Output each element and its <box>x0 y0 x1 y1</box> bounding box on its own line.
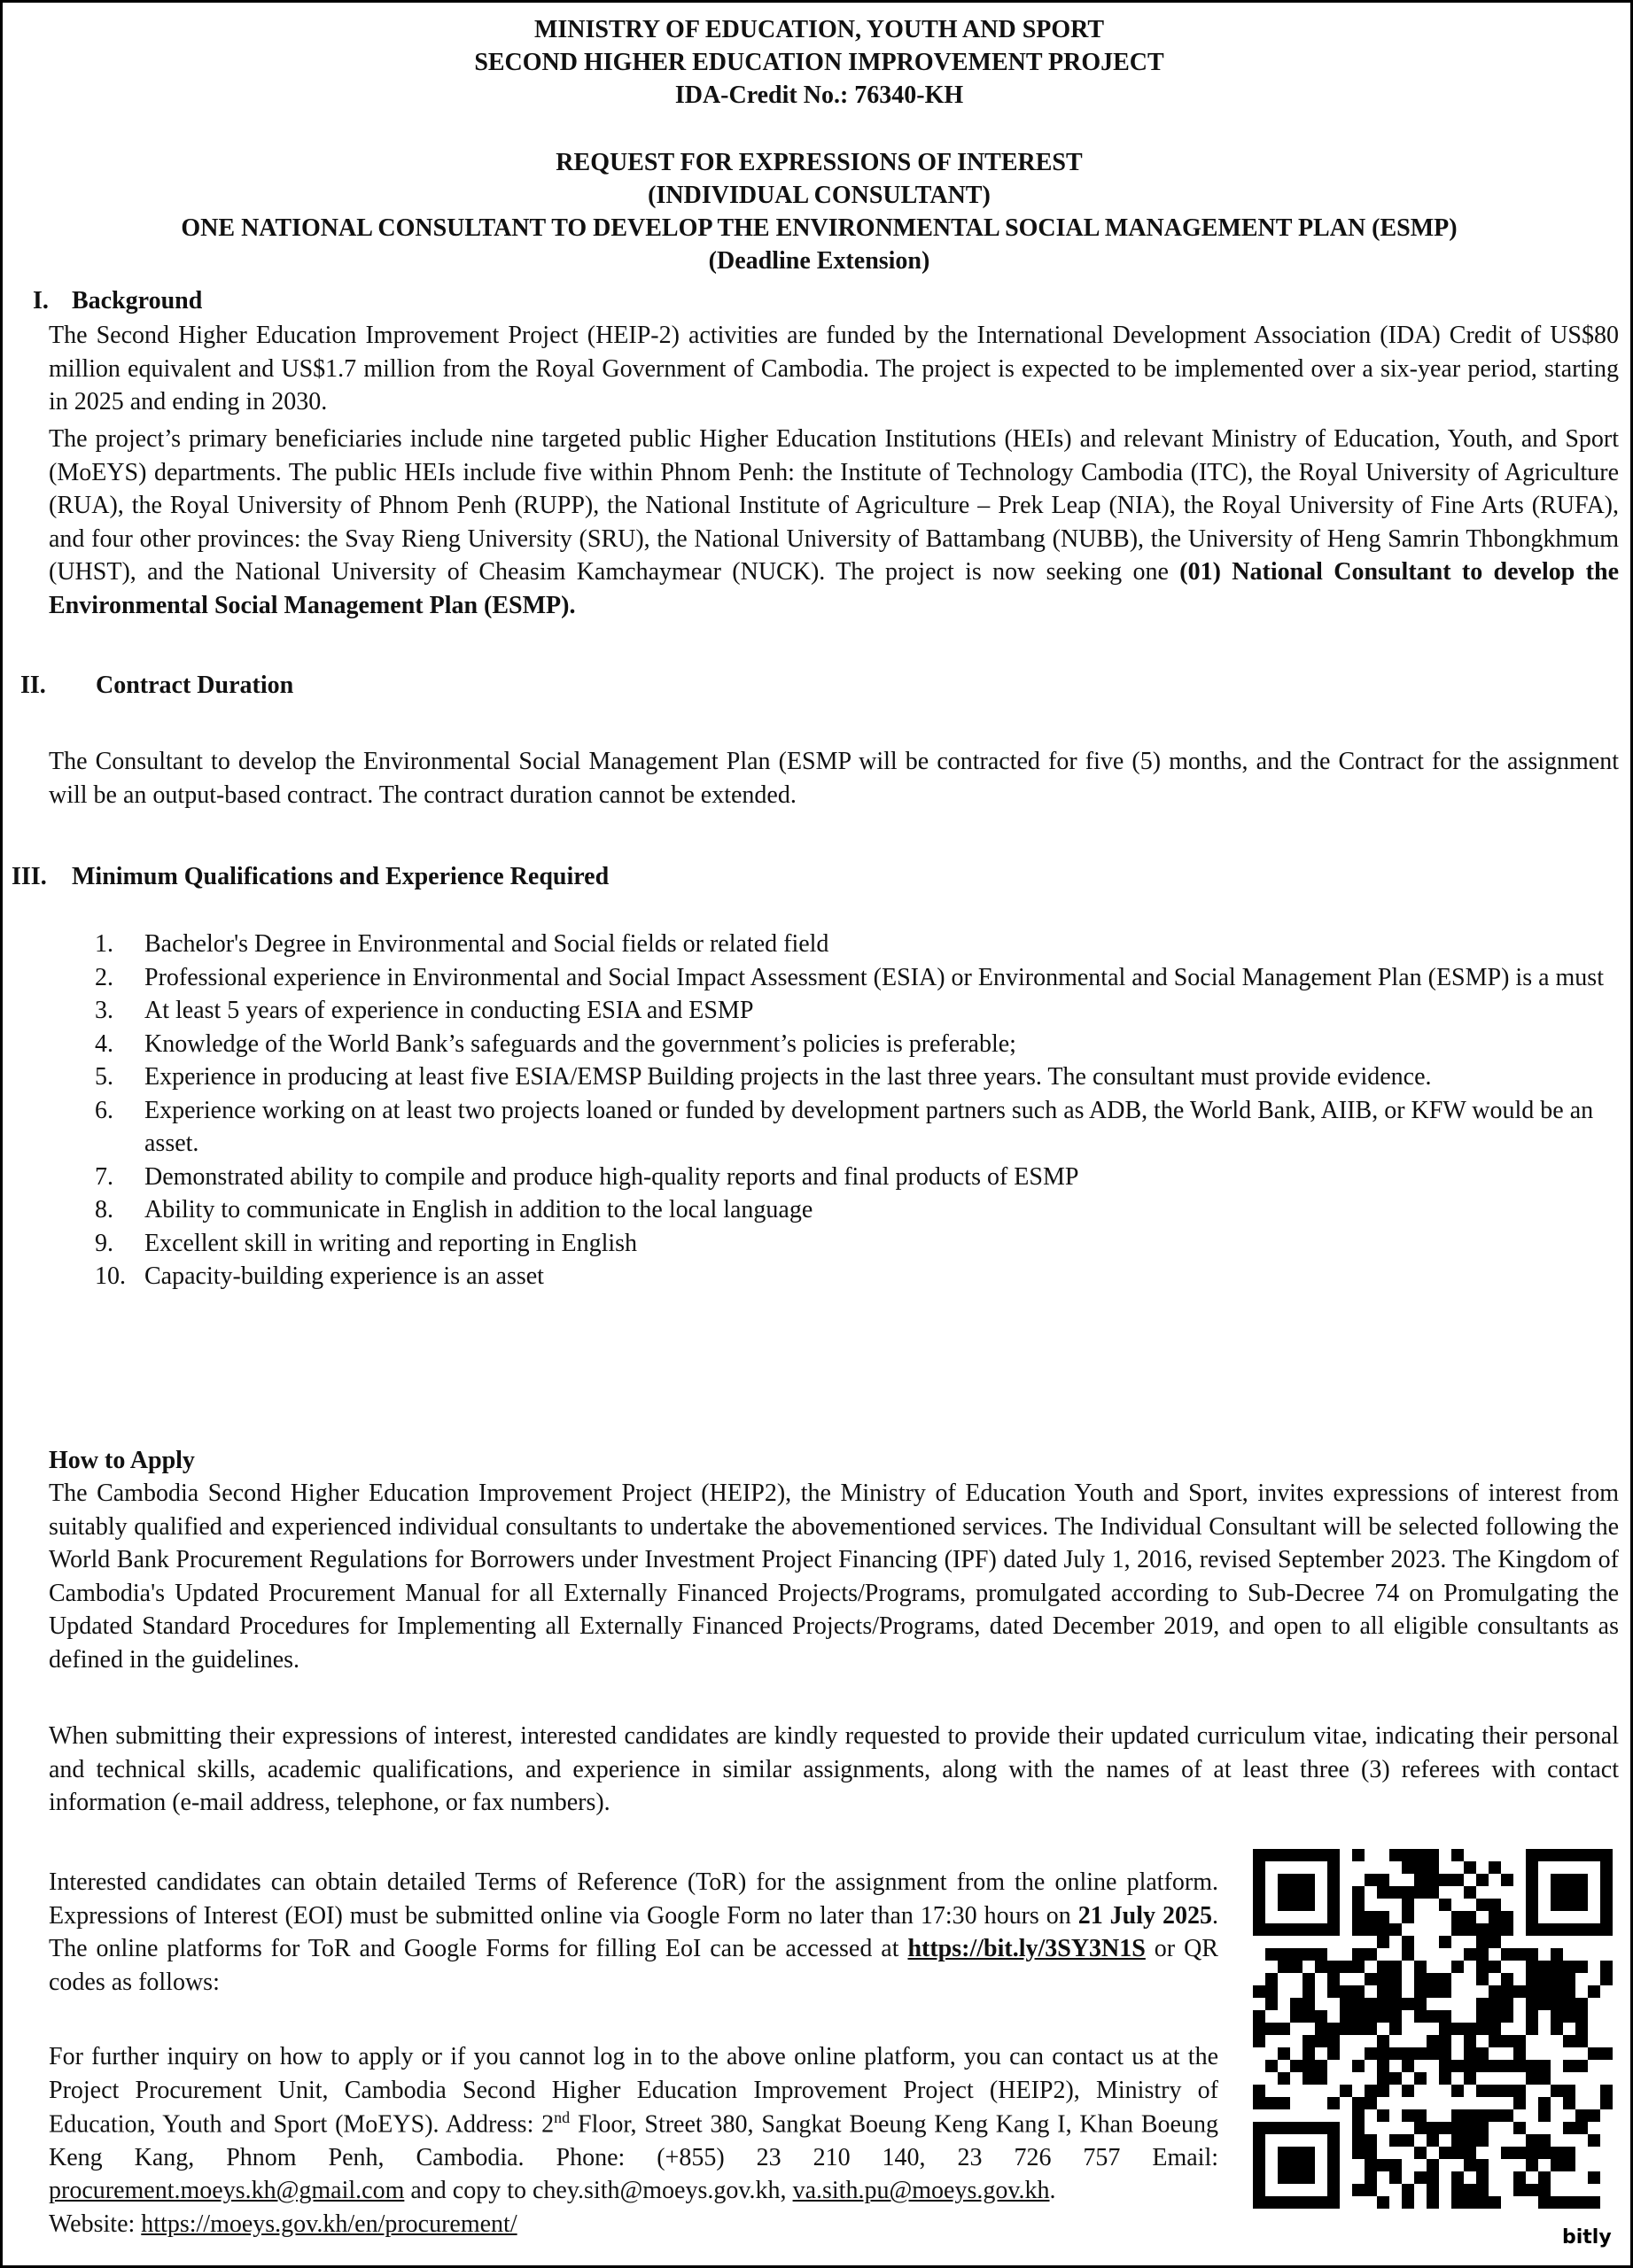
duration-paragraph: The Consultant to develop the Environmental Social Management Plan (ESMP will be contracted for five (5) months, and the Contract for the assignment will be an output-based contract. The contract duration cannot be extended. <box>49 748 1619 809</box>
qualification-text: Capacity-building experience is an asset <box>144 1262 544 1291</box>
credit-number: IDA-Credit No.: 76340-KH <box>674 82 964 109</box>
section-title-apply: How to Apply <box>49 1447 195 1474</box>
qualification-item <box>95 928 1619 961</box>
qr-code-icon[interactable] <box>1247 1838 1619 2255</box>
document-header <box>3 13 1633 112</box>
qualification-item <box>95 961 1619 995</box>
ministry-name: MINISTRY OF EDUCATION, YOUTH AND SPORT <box>533 16 1105 43</box>
project-name: SECOND HIGHER EDUCATION IMPROVEMENT PROJECT <box>474 49 1164 76</box>
qualification-number: 2. <box>95 963 113 991</box>
qualification-item <box>95 1193 1619 1227</box>
email-link-procurement[interactable]: procurement.moeys.kh@gmail.com <box>49 2177 405 2205</box>
deadline-date: 21 July 2025 <box>1077 1901 1212 1930</box>
qualification-item <box>95 994 1619 1028</box>
qualification-number: 5. <box>95 1063 113 1091</box>
qualification-item <box>95 1028 1619 1061</box>
qualification-number: 3. <box>95 997 113 1025</box>
apply-paragraph-2: When submitting their expressions of interest, interested candidates are kindly requested to provide their updated curriculum vitae, indicating their personal and technical skills, academic qualifications, and experience in similar assignments, along with the names of at least three (3) referees with contact information (e-mail address, telephone, or fax numbers). <box>49 1722 1619 1817</box>
title-request: REQUEST FOR EXPRESSIONS OF INTEREST <box>556 149 1083 176</box>
section-title-duration: Contract Duration <box>96 672 294 699</box>
title-position: ONE NATIONAL CONSULTANT TO DEVELOP THE ENVIRONMENTAL SOCIAL MANAGEMENT PLAN (ESMP) <box>181 214 1458 242</box>
qualification-number: 1. <box>95 930 113 958</box>
qualification-number: 4. <box>95 1029 113 1058</box>
qualification-item <box>95 1260 1619 1293</box>
qualification-number: 6. <box>95 1096 113 1124</box>
qualification-number: 10. <box>95 1262 126 1291</box>
background-paragraph-1: The Second Higher Education Improvement Project (HEIP-2) activities are funded by the International Development Association (IDA) Credit of US$80 million equivalent and US$1.7 million from the Royal Government of Cambodia. The project is expected to be implemented over a six-year period, starting in 2025 and ending in 2030. <box>49 322 1619 416</box>
qualification-item <box>95 1161 1619 1194</box>
qualification-text: Experience working on at least two projects loaned or funded by development partners such as ADB, the World Bank, AIIB, or KFW would be an asset. <box>144 1096 1594 1158</box>
qualification-text: Demonstrated ability to compile and produce high-quality reports and final products of ESMP <box>144 1162 1079 1191</box>
document-title <box>3 146 1633 277</box>
qualification-number: 7. <box>95 1162 113 1191</box>
section-title-qualifications: Minimum Qualifications and Experience Required <box>72 863 610 890</box>
qualification-text: Knowledge of the World Bank’s safeguards and the government’s policies is preferable; <box>144 1029 1016 1058</box>
qualification-text: Bachelor's Degree in Environmental and Social fields or related field <box>144 930 829 958</box>
background-paragraph-2: The project’s primary beneficiaries include nine targeted public Higher Education Institutions (HEIs) and relevant Ministry of Education, Youth, and Sport (MoEYS) departments. The public HEIs include five within Phnom Penh: the Institute of Technology Cambodia (ITC), the Royal University of Agriculture (RUA), the Royal University of Phnom Penh (RUPP), the National Institute of Agriculture – Prek Leap (NIA), the Royal University of Fine Arts (RUFA), and four other provinces: the Svay Rieng University (SRU), the National University of Battambang (NUBB), the University of Heng Samrin Thbongkhmum (UHST), and the National University of Cheasim Kamchaymear (NUCK). The project is now seeking one (01) National Consultant to develop the Environmental Social Management Plan (ESMP). <box>49 425 1619 619</box>
email-link-vasith[interactable]: va.sith.pu@moeys.gov.kh <box>792 2177 1050 2205</box>
title-individual: (INDIVIDUAL CONSULTANT) <box>648 182 991 209</box>
qualification-text: Ability to communicate in English in addition to the local language <box>144 1196 813 1224</box>
qualifications-list <box>95 928 1619 1293</box>
qualification-item <box>95 1060 1619 1094</box>
qualification-item <box>95 1227 1619 1261</box>
website-link[interactable]: https://moeys.gov.kh/en/procurement/ <box>141 2210 517 2238</box>
apply-paragraph-1: The Cambodia Second Higher Education Improvement Project (HEIP2), the Ministry of Education Youth and Sport, invites expressions of interest from suitably qualified and experienced individual consultants to undertake the abovementioned services. The Individual Consultant will be selected following the World Bank Procurement Regulations for Borrowers under Investment Project Financing (IPF) dated July 1, 2016, revised September 2023. The Kingdom of Cambodia's Updated Procurement Manual for all Externally Financed Projects/Programs, promulgated according to Sub-Decree 74 on Promulgating the Updated Standard Procedures for Implementing all Externally Financed Projects/Programs, dated December 2019, and open to all eligible consultants as defined in the guidelines. <box>49 1480 1619 1674</box>
qualification-text: Experience in producing at least five ESIA/EMSP Building projects in the last three years. The consultant must provide evidence. <box>144 1063 1432 1091</box>
qualification-number: 8. <box>95 1196 113 1224</box>
section-title-background: Background <box>72 287 203 315</box>
section-number-duration: II. <box>20 672 46 699</box>
qualification-text: Professional experience in Environmental and Social Impact Assessment (ESIA) or Environmental and Social Management Plan (ESMP) is a must <box>144 963 1604 991</box>
tor-link[interactable]: https://bit.ly/3SY3N1S <box>907 1935 1146 1963</box>
apply-paragraph-4: For further inquiry on how to apply or if you cannot log in to the above online platform, you can contact us at the Project Procurement Unit, Cambodia Second Higher Education Improvement Project (HEIP2), Ministry of Education, Youth and Sport (MoEYS). Address: 2nd Floor, Street 380, Sangkat Boeung Keng Kang I, Khan Boeung Keng Kang, Phnom Penh, Cambodia. Phone: (+855) 23 210 140, 23 726 757 Email: procurement.moeys.kh@gmail.com and copy to chey.sith@moeys.gov.kh, va.sith.pu@moeys.gov.kh. Website: https://moeys.gov.kh/en/procurement/ <box>49 2043 1218 2238</box>
title-deadline: (Deadline Extension) <box>708 247 930 275</box>
section-number-qualifications: III. <box>12 863 47 890</box>
position-sought: (01) National Consultant to develop the Environmental Social Management Plan (ESMP). <box>49 558 1619 619</box>
qualification-number: 9. <box>95 1229 113 1257</box>
qualification-item <box>95 1094 1619 1161</box>
qualification-text: Excellent skill in writing and reporting in English <box>144 1229 638 1257</box>
section-number-background: I. <box>33 287 49 315</box>
qualification-text: At least 5 years of experience in conducting ESIA and ESMP <box>144 997 754 1025</box>
apply-paragraph-3: Interested candidates can obtain detailed Terms of Reference (ToR) for the assignment from the online platform. Expressions of Interest (EOI) must be submitted online via Google Form no later than 17:30 hours on 21 July 2025. The online platforms for ToR and Google Forms for filling EoI can be accessed at https://bit.ly/3SY3N1S or QR codes as follows: <box>49 1868 1218 1996</box>
bitly-logo: bitly <box>1562 2226 1612 2249</box>
